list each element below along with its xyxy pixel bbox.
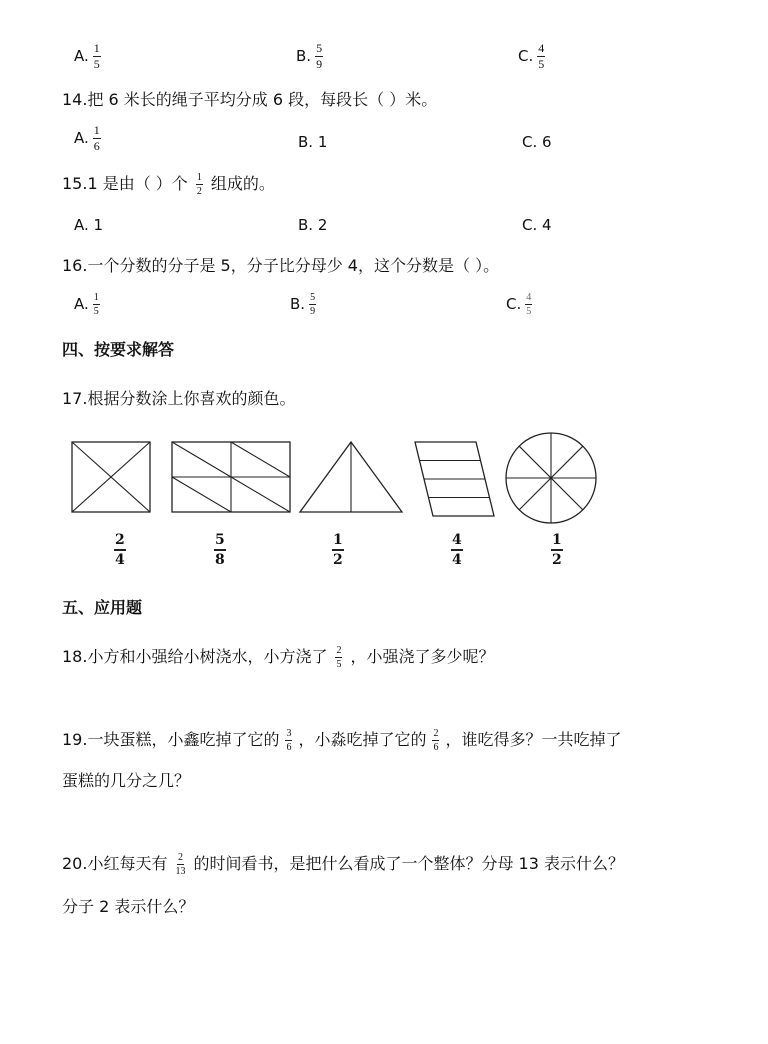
fraction: $\frac{1}{2}$ [552,532,562,568]
q14-question: 14.把 6 米长的绳子平均分成 6 段，每段长（ ）米。 [62,90,438,109]
fraction: $\frac{5}{9}$ [316,41,323,71]
q20-question: 20.小红每天有 $\frac{2}{13}$ 的时间看书，是把什么看成了一个整体？分母 13 表示什么？ [62,852,624,877]
fraction: $\frac{1}{6}$ [93,123,100,153]
q16-option-a: A. $\frac{1}{5}$ [74,292,99,317]
square-quarters-shape [70,440,152,514]
shape-fraction-3 [328,532,348,568]
q20-question-line2: 分子 2 表示什么？ [62,897,195,916]
q14-option-a: A. $\frac{1}{6}$ [74,123,100,153]
fraction: $\frac{5}{9}$ [310,292,316,317]
shape-fraction-1 [110,532,130,568]
shape-fraction-4 [447,532,467,568]
fraction: $\frac{4}{5}$ [526,292,532,317]
rectangle-eighths-shape [170,440,292,514]
fraction: $\frac{3}{6}$ [286,728,292,753]
q13-option-a: A. $\frac{1}{5}$ [74,41,100,71]
triangle-halves-shape [298,440,404,514]
fraction: $\frac{2}{4}$ [115,532,125,568]
q16-option-b: B. $\frac{5}{9}$ [290,292,316,317]
fraction: $\frac{2}{5}$ [336,645,342,670]
q15-option-b: B. 2 [298,216,328,234]
q13-option-c: C. $\frac{4}{5}$ [518,41,545,71]
fraction: $\frac{1}{2}$ [333,532,343,568]
fraction: $\frac{5}{8}$ [215,532,225,568]
fraction: $\frac{1}{2}$ [196,172,202,197]
q18-question: 18.小方和小强给小树浇水，小方浇了 $\frac{2}{5}$ ，小强浇了多少呢？ [62,645,495,670]
q15-option-a: A. 1 [74,216,104,234]
q14-option-b: B. 1 [298,133,328,151]
section-heading: 四、按要求解答 [62,340,175,359]
shape-fraction-5 [547,532,567,568]
q17-question: 17.根据分数涂上你喜欢的颜色。 [62,389,296,408]
q13-option-b: B. $\frac{5}{9}$ [296,41,323,71]
fraction: $\frac{1}{5}$ [93,41,100,71]
fraction: $\frac{2}{6}$ [433,728,439,753]
fraction: $\frac{1}{5}$ [93,292,99,317]
parallelogram-quarters-shape [412,440,496,518]
q16-question: 16.一个分数的分子是 5，分子比分母少 4，这个分数是（ ）。 [62,256,500,275]
q15-question: 15.1 是由（ ）个 $\frac{1}{2}$ 组成的。 [62,172,275,197]
fraction: $\frac{4}{5}$ [538,41,545,71]
shape-fraction-2 [210,532,230,568]
q14-option-c: C. 6 [522,133,552,151]
section-heading: 五、应用题 [62,598,143,617]
circle-eighths-shape [503,431,599,525]
q19-question-line2: 蛋糕的几分之几？ [62,771,191,790]
fraction: $\frac{4}{4}$ [452,532,462,568]
fraction: $\frac{2}{13}$ [175,852,186,877]
q16-option-c: C. $\frac{4}{5}$ [506,292,532,317]
q15-option-c: C. 4 [522,216,552,234]
q19-question: 19.一块蛋糕，小鑫吃掉了它的 $\frac{3}{6}$ ，小淼吃掉了它的 $\frac{2}{6}$ ，谁吃得多？一共吃掉了 [62,728,622,753]
